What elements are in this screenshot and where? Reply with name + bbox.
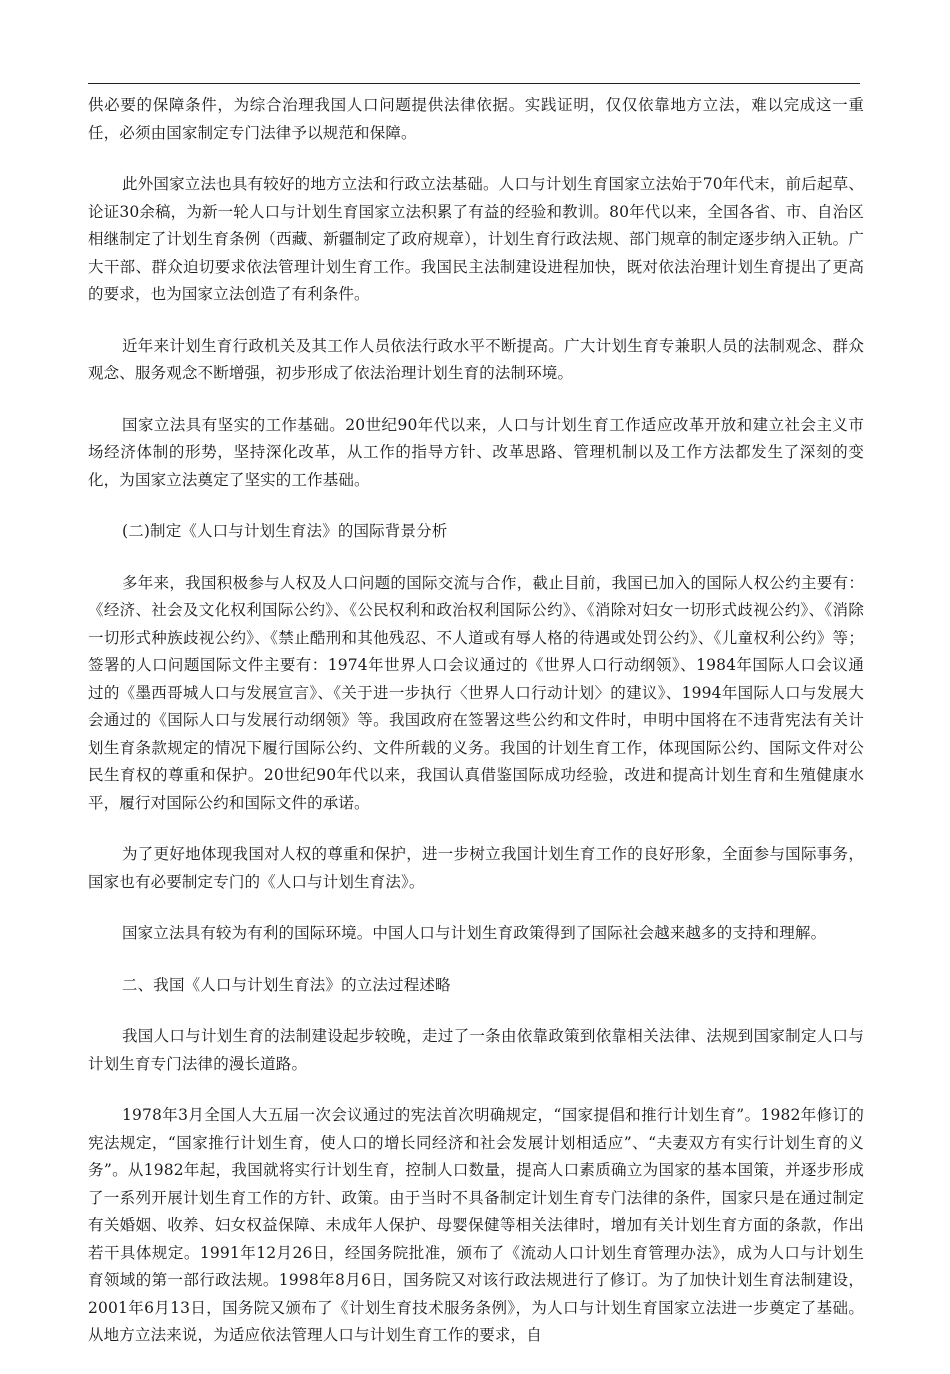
header-rule bbox=[88, 83, 860, 84]
paragraph-work-foundation: 国家立法具有坚实的工作基础。20世纪90年代以来，人口与计划生育工作适应改革开放和建立社会主义市场经济体制的形势，坚持深化改革，从工作的指导方针、改革思路、管理机制以及工作方法都发生了深刻的变化，为国家立法奠定了坚实的工作基础。 bbox=[88, 415, 864, 489]
section-heading-legislative-process: 二、我国《人口与计划生育法》的立法过程述略 bbox=[122, 975, 451, 994]
paragraph-continuation: 供必要的保障条件，为综合治理我国人口问题提供法律依据。实践证明，仅仅依靠地方立法，难以完成这一重任，必须由国家制定专门法律予以规范和保障。 bbox=[88, 96, 864, 142]
paragraph-local-legislation-basis: 此外国家立法也具有较好的地方立法和行政立法基础。人口与计划生育国家立法始于70年代末，前后起草、论证30余稿，为新一轮人口与计划生育国家立法积累了有益的经验和教训。80年代以来，全国各省、市、自治区相继制定了计划生育条例（西藏、新疆制定了政府规章），计划生育行政法规、部门规章的制定逐步纳入正轨。广大干部、群众迫切要求依法管理计划生育工作。我国民主法制建设进程加快，既对依法治理计划生育提出了更高的要求，也为国家立法创造了有利条件。 bbox=[88, 175, 864, 303]
paragraph-administration-level: 近年来计划生育行政机关及其工作人员依法行政水平不断提高。广大计划生育专兼职人员的法制观念、群众观念、服务观念不断增强，初步形成了依法治理计划生育的法制环境。 bbox=[88, 336, 864, 382]
paragraph-legal-development: 我国人口与计划生育的法制建设起步较晚，走过了一条由依靠政策到依靠相关法律、法规到国家制定人口与计划生育专门法律的漫长道路。 bbox=[88, 1027, 864, 1073]
paragraph-human-rights: 为了更好地体现我国对人权的尊重和保护，进一步树立我国计划生育工作的良好形象，全面参与国际事务，国家也有必要制定专门的《人口与计划生育法》。 bbox=[88, 845, 864, 891]
document-body bbox=[88, 92, 864, 1374]
paragraph-international-environment: 国家立法具有较为有利的国际环境。中国人口与计划生育政策得到了国际社会越来越多的支持和理解。 bbox=[122, 924, 827, 942]
paragraph-constitution-history: 1978年3月全国人大五届一次会议通过的宪法首次明确规定，“国家提倡和推行计划生育”。1982年修订的宪法规定，“国家推行计划生育，使人口的增长同经济和社会发展计划相适应”、“夫妻双方有实行计划生育的义务”。从1982年起，我国就将实行计划生育，控制人口数量，提高人口素质确立为国家的基本国策，并逐步形成了一系列开展计划生育工作的方针、政策。由于当时不具备制定计划生育专门法律的条件，国家只是在通过制定有关婚姻、收养、妇女权益保障、未成年人保护、母婴保健等相关法律时，增加有关计划生育方面的条款，作出若干具体规定。1991年12月26日，经国务院批准，颁布了《流动人口计划生育管理办法》，成为人口与计划生育领域的第一部行政法规。1998年8月6日，国务院又对该行政法规进行了修订。为了加快计划生育法制建设，2001年6月13日，国务院又颁布了《计划生育技术服务条例》，为人口与计划生育国家立法进一步奠定了基础。从地方立法来说，为适应依法管理人口与计划生育工作的要求，自 bbox=[88, 1106, 864, 1344]
section-heading-international-background: (二)制定《人口与计划生育法》的国际背景分析 bbox=[122, 522, 448, 540]
paragraph-international-conventions: 多年来，我国积极参与人权及人口问题的国际交流与合作，截止目前，我国已加入的国际人权公约主要有：《经济、社会及文化权利国际公约》、《公民权利和政治权利国际公约》、《消除对妇女一切形式歧视公约》、《消除一切形式种族歧视公约》、《禁止酷刑和其他残忍、不人道或有辱人格的待遇或处罚公约》、《儿童权利公约》等；签署的人口问题国际文件主要有：1974年世界人口会议通过的《世界人口行动纲领》、1984年国际人口会议通过的《墨西哥城人口与发展宣言》、《关于进一步执行〈世界人口行动计划〉的建议》、1994年国际人口与发展大会通过的《国际人口与发展行动纲领》等。我国政府在签署这些公约和文件时，申明中国将在不违背宪法有关计划生育条款规定的情况下履行国际公约、文件所载的义务。我国的计划生育工作，体现国际公约、国际文件对公民生育权的尊重和保护。20世纪90年代以来，我国认真借鉴国际成功经验，改进和提高计划生育和生殖健康水平，履行对国际公约和国际文件的承诺。 bbox=[88, 573, 864, 812]
